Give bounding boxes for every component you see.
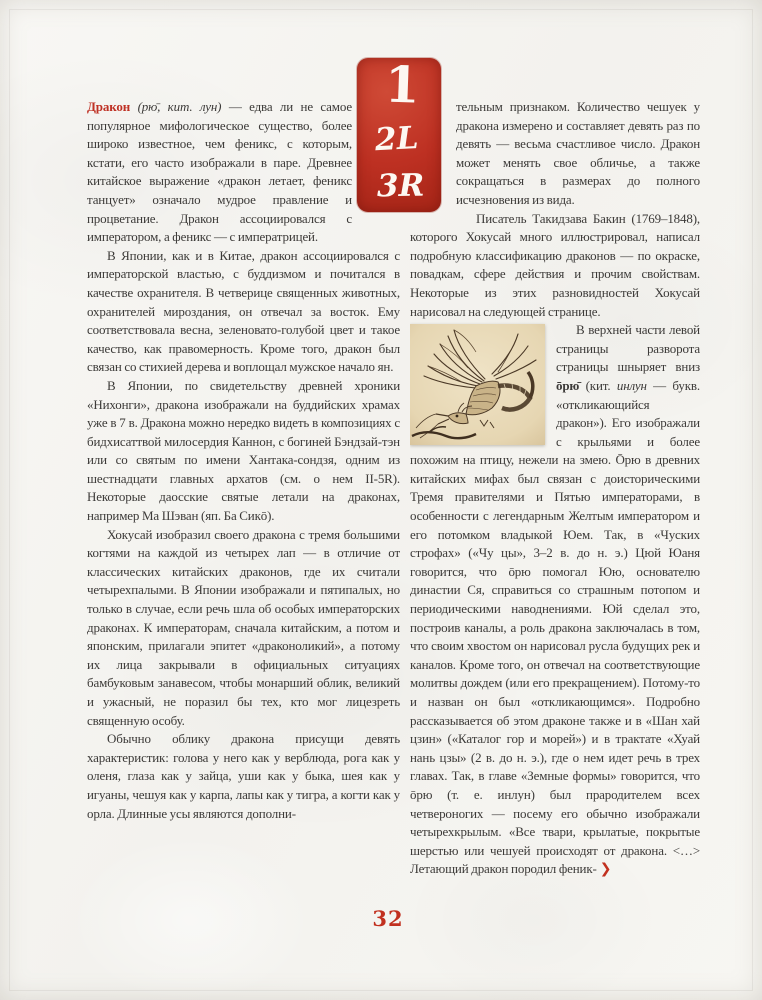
seal-line-2: 2L bbox=[374, 119, 420, 159]
lead-text: — едва ли не самое популярное мифологическое существо, более широко известное, чем феникс, с которым, кстати, его часто изображали в паре. Древнее китайское выражение «дракон летает, феникс танцует» означало мудрое правление и процветание. Дракон ассоциировался с императором, а феникс — с императрицей. bbox=[87, 99, 353, 245]
entry-reading: (рю̄, кит. лун) bbox=[137, 99, 222, 114]
dragon-illustration-svg bbox=[410, 324, 545, 445]
paragraph-japan-china: В Японии, как и в Китае, дракон ассоциировался с императорской властью, с буддизмом и почитался в качестве охранителя. В четверице священных животных, охранителей мироздания, он отвечал за восток. Ему соответствовала весна, зеленовато-голубой цвет и такое качество, как правомерность. Кроме того, дракон был связан со стихией дерева и воплощал мужское начало ян. bbox=[87, 247, 400, 375]
left-column bbox=[87, 98, 400, 912]
oryu-paren: (кит. bbox=[579, 377, 617, 393]
seal-line-1: 1 bbox=[383, 54, 421, 115]
page-number: 32 bbox=[372, 906, 404, 931]
right-column bbox=[410, 98, 700, 890]
paragraph-hokusai-claws: Хокусай изобразил своего дракона с тремя большими когтями на каждой из четырех лап — в отличие от классических китайских драконов, где их считали четырехпалыми. В Японии изображали и пятипалых, но только в случае, если речь шла об особых императорских драконах. К императорам, сначала китайским, а потом и японским, прилагали эпитет «драконоликий», а потому их лица закрывали в официальных ситуациях бамбуковым занавесом, чтобы монарший облик, великий и ужасный, не поразил бы тех, кто мог лицезреть священную особу. bbox=[87, 526, 400, 728]
paragraph-nine-traits: Обычно облику дракона присущи девять характеристик: голова у него как у верблюда, рога как у оленя, глаза как у зайца, уши как у быка, шея как у игуаны, чешуя как у карпа, лапы как у тигра, а когти как у орла. Длинные усы являются дополни- bbox=[87, 731, 400, 821]
paragraph-bakin: Писатель Такидзава Бакин (1769–1848), которого Хокусай много иллюстрировал, написал подробную классификацию драконов — по окраске, повадкам, сфере действия и прочим свойствам. Некоторые из этих разновидностей Хокусай нарисовал на следующей странице. bbox=[410, 210, 700, 319]
oryu-before: В верхней части левой страницы разворота страницы шныряет вниз bbox=[556, 322, 700, 375]
seal-spacer bbox=[410, 98, 456, 218]
oryu-after: — букв. «откликающийся дракон»). Его изображали с крыльями и более похожим на птицу, нежели на змею. Ōрю в древних китайских мифах был связан с доисторическими Тремя правителями и Пятью императорами, в особенности с легендарным Желтым императором и его потомком владыкой Юем. Так, в «Чуских строфах» («Чу цы», 3–2 в. до н. э.) Цюй Юаня говорится, что ōрю помогал Юю, основателю династии Ся, справиться со страшным потопом и периодическими наводнениями. Юй сделал это, построив каналы, а роль дракона заключалась в том, что своим хвостом он нарисовал русла будущих рек и каналов. Кроме того, он отвечал на соответствующие молитвы дождем (или его прекращением). Потому-то и назван он был «откликающимся». Подробно рассказывается об этом драконе также и в «Шан хай цзин» («Каталог гор и морей») и в трактате «Хуай нань цзы» (2 в. до н. э.), где о нем идет речь в трех главах. Так, в главе «Земные формы» говорится, что ōрю (т. е. инлун) был прародителем всех четвероногих — посему его обычно изображали четырехкрылым. «Все твари, крылатые, покрытые шерстью или чешуей происходят от дракона. <…> Летающий дракон породил феник- bbox=[410, 377, 700, 877]
paragraph-nihongi: В Японии, по свидетельству древней хроники «Нихонги», дракона изображали на буддийских храмах уже в 7 в. Дракона можно нередко видеть в композициях с бидхисаттвой милосердия Каннон, с богиней Бэндзай-тэн или со святым по имени Хантака-сондзя, одним из шестнадцати главных архатов (см. о нем II-5R). Некоторые даосские святые летали на драконах, например Ма Шэван (яп. Ба Сикō). bbox=[87, 377, 400, 524]
dragon-illustration bbox=[410, 324, 545, 445]
seal-spacer bbox=[352, 98, 400, 218]
seal-line-3: 3R bbox=[377, 167, 425, 205]
continuation-arrow-icon: ❯ bbox=[599, 861, 612, 878]
entry-headword: Дракон bbox=[87, 99, 131, 114]
paragraph-scales: тельным признаком. Количество чешуек у дракона измерено и составляет девять раз по девять — весьма счастливое число. Дракон может менять свое обличье, а также сокращаться в размерах до полного исчезновения из вида. bbox=[456, 99, 700, 207]
oryu-inlun: инлун bbox=[616, 377, 647, 393]
oryu-term: ōрю̄ bbox=[556, 377, 580, 393]
